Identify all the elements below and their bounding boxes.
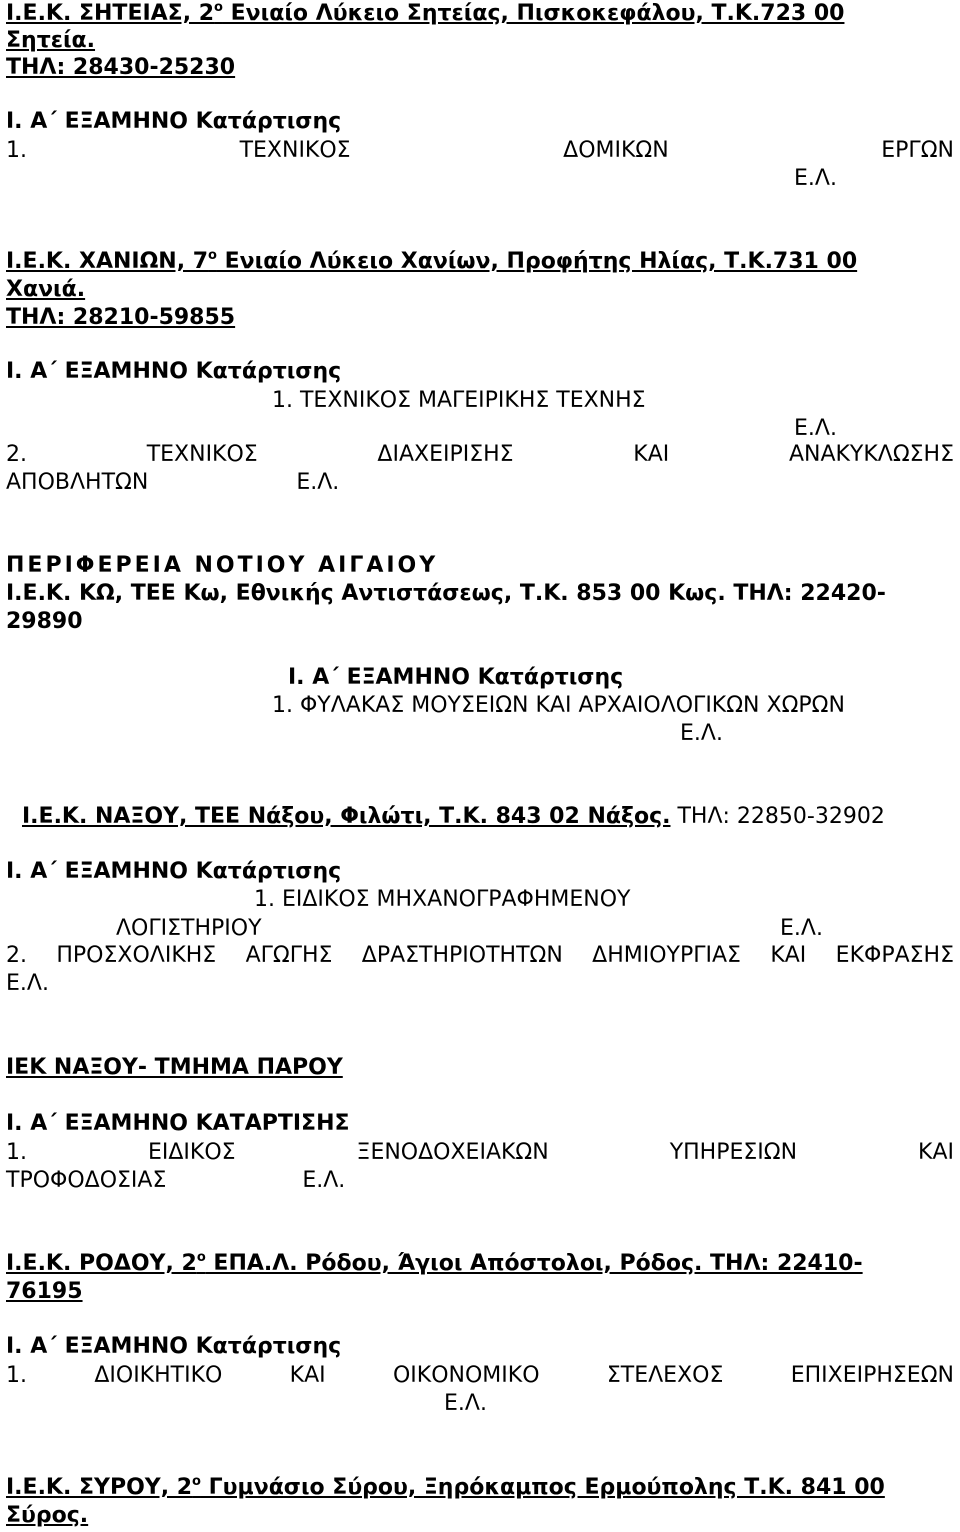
iek-rhodes-phone-cont: 76195	[6, 1279, 83, 1304]
iek-naxos-course-1: 1. ΕΙΔΙΚΟΣ ΜΗΧΑΝΟΓΡΑΦΗΜΕΝΟΥ	[254, 887, 631, 912]
iek-kos-semester: Ι. Α΄ ΕΞΑΜΗΝΟ Κατάρτισης	[288, 665, 624, 690]
iek-chania-semester: Ι. Α΄ ΕΞΑΜΗΝΟ Κατάρτισης	[6, 359, 342, 384]
iek-rhodes-semester: Ι. Α΄ ΕΞΑΜΗΝΟ Κατάρτισης	[6, 1334, 342, 1359]
iek-syros-header: Ι.Ε.Κ. ΣΥΡΟΥ, $2^o$ Γυμνάσιο Σύρου, Ξηρόκαμπος Ερμούπολης Τ.Κ. 841 00	[6, 1474, 885, 1500]
region-heading: ΠΕΡΙΦΕΡΕΙΑ ΝΟΤΙΟΥ ΑΙΓΑΙΟΥ	[6, 553, 439, 578]
iek-naxos-course-1-cont: ΛΟΓΙΣΤΗΡΙΟΥ	[116, 916, 262, 941]
iek-kos-header: Ι.Ε.Κ. ΚΩ, ΤΕΕ Κω, Εθνικής Αντιστάσεως, Τ.Κ. 853 00 Κως. ΤΗΛ: 22420-	[6, 581, 886, 606]
iek-sitia-semester: Ι. Α΄ ΕΞΑΜΗΝΟ Κατάρτισης	[6, 109, 342, 134]
iek-syros-city: Σύρος.	[6, 1503, 89, 1528]
iek-kos-course-1-level: Ε.Λ.	[680, 721, 723, 746]
iek-paros-header: ΙΕΚ ΝΑΞΟΥ- ΤΜΗΜΑ ΠΑΡΟΥ	[6, 1055, 343, 1080]
iek-naxos-course-2: 2. ΠΡΟΣΧΟΛΙΚΗΣ ΑΓΩΓΗΣ ΔΡΑΣΤΗΡΙΟΤΗΤΩΝ ΔΗΜΙΟΥΡΓΙΑΣ ΚΑΙ ΕΚΦΡΑΣΗΣ	[6, 943, 954, 968]
iek-naxos-semester: Ι. Α΄ ΕΞΑΜΗΝΟ Κατάρτισης	[6, 859, 342, 884]
iek-paros-semester: Ι. Α΄ ΕΞΑΜΗΝΟ ΚΑΤΑΡΤΙΣΗΣ	[6, 1111, 350, 1136]
iek-naxos-course-1-level: Ε.Λ.	[780, 916, 823, 941]
iek-kos-phone-cont: 29890	[6, 609, 83, 634]
iek-chania-course-2-cont: ΑΠΟΒΛΗΤΩΝ Ε.Λ.	[6, 470, 340, 495]
iek-paros-course-1: 1. ΕΙΔΙΚΟΣ ΞΕΝΟΔΟΧΕΙΑΚΩΝ ΥΠΗΡΕΣΙΩΝ ΚΑΙ	[6, 1140, 954, 1165]
iek-chania-header: Ι.Ε.Κ. ΧΑΝΙΩΝ, $7^o$ Ενιαίο Λύκειο Χανίων, Προφήτης Ηλίας, Τ.Κ.731 00	[6, 248, 858, 274]
iek-chania-course-2: 2. ΤΕΧΝΙΚΟΣ ΔΙΑΧΕΙΡΙΣΗΣ ΚΑΙ ΑΝΑΚΥΚΛΩΣΗΣ	[6, 442, 954, 467]
iek-paros-course-1-cont: ΤΡΟΦΟΔΟΣΙΑΣ Ε.Λ.	[6, 1168, 346, 1193]
iek-rhodes-course-1: 1. ΔΙΟΙΚΗΤΙΚΟ ΚΑΙ ΟΙΚΟΝΟΜΙΚΟ ΣΤΕΛΕΧΟΣ ΕΠΙΧΕΙΡΗΣΕΩΝ	[6, 1363, 954, 1388]
iek-sitia-phone: ΤΗΛ: 28430-25230	[6, 55, 236, 80]
iek-chania-phone: ΤΗΛ: 28210-59855	[6, 305, 236, 330]
iek-rhodes-course-1-level: Ε.Λ.	[444, 1391, 487, 1416]
iek-naxos-course-2-level: Ε.Λ.	[6, 971, 49, 996]
iek-chania-course-1-level: Ε.Λ.	[794, 416, 837, 441]
iek-chania-course-1: 1. ΤΕΧΝΙΚΟΣ ΜΑΓΕΙΡΙΚΗΣ ΤΕΧΝΗΣ	[272, 388, 646, 413]
iek-chania-city: Χανιά.	[6, 277, 86, 302]
iek-sitia-city: Σητεία.	[6, 28, 96, 53]
iek-kos-course-1: 1. ΦΥΛΑΚΑΣ ΜΟΥΣΕΙΩΝ ΚΑΙ ΑΡΧΑΙΟΛΟΓΙΚΩΝ ΧΩΡΩΝ	[272, 693, 845, 718]
iek-sitia-course-1: 1. ΤΕΧΝΙΚΟΣ ΔΟΜΙΚΩΝ ΕΡΓΩΝ	[6, 138, 954, 163]
iek-sitia-header: Ι.Ε.Κ. ΣΗΤΕΙΑΣ, $2^o$ Ενιαίο Λύκειο Σητείας, Πισκοκεφάλου, Τ.Κ.723 00	[6, 0, 845, 26]
iek-rhodes-header: Ι.Ε.Κ. ΡΟΔΟΥ, $2^o$ ΕΠΑ.Λ. Ρόδου, Άγιοι Απόστολοι, Ρόδος. ΤΗΛ: 22410-	[6, 1250, 863, 1276]
iek-sitia-course-1-level: Ε.Λ.	[794, 166, 837, 191]
iek-naxos-header: Ι.Ε.Κ. ΝΑΞΟΥ, ΤΕΕ Νάξου, Φιλώτι, Τ.Κ. 843 02 Νάξος. ΤΗΛ: 22850-32902	[22, 804, 885, 829]
